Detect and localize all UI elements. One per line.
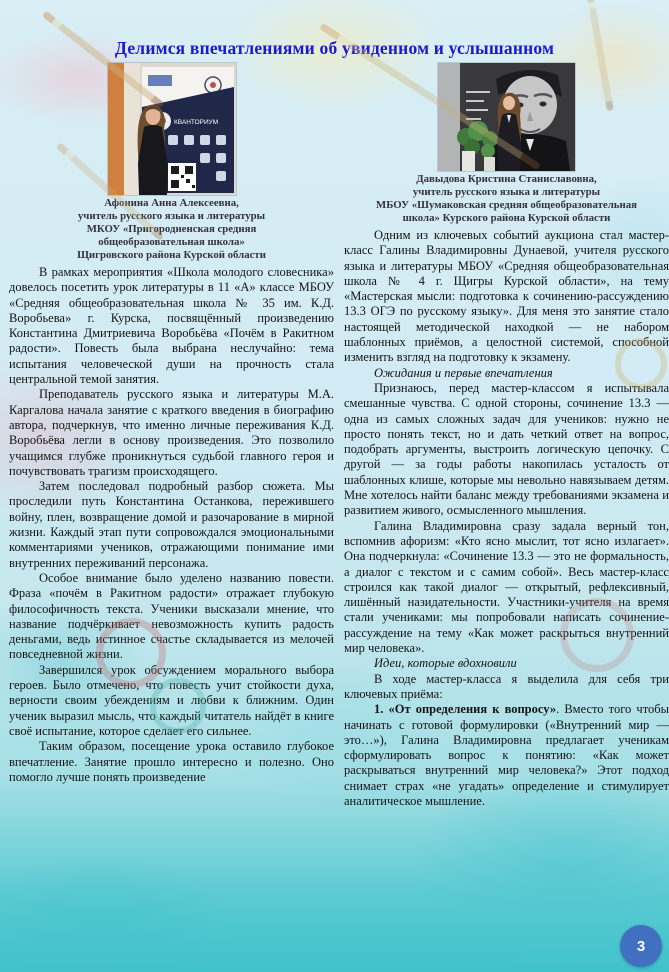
right-article [344,63,669,809]
caption-line: школа» Курского района Курской области [402,212,611,224]
photo-afonina [108,63,236,195]
caption-line: учитель русского языка и литературы [77,210,266,222]
article-paragraph: В рамках мероприятия «Школа молодого словесника» довелось посетить урок литературы в 11 «А» классе МБОУ «Средняя общеобразовательная школа № 35 им. К.Д. Воробьева» г. Курска, посвящённый произведению Константина Дмитриевича Воробьёва «Почём в Ракитном радости». Повесть была выбрана неслучайно: тема испытания человеческой души на прочность стала центральной темой занятия. [9,265,334,387]
left-article [9,63,334,809]
article-paragraph: Таким образом, посещение урока оставило глубокое впечатление. Занятие прошло интересно и полезно. Оно помогло лучше понять произведение [9,739,334,784]
article-paragraph: В ходе мастер-класса я выделила для себя три ключевых приёма: [344,671,669,701]
article-paragraph: Признаюсь, перед мастер-классом я испытывала смешанные чувства. С одной стороны, сочинение 13.3 — одна из самых сложных задач для учеников: нужно не просто понять текст, но и дать четкий ответ на вопрос, подобрать аргументы, выстроить логическую цепочку. С другой — за годы работы накопилась усталость от шаблонных клише, которые мы невольно навязываем детям. Мне хотелось найти баланс между требованиями экзамена и развитием живого, осмысленного мышления. [344,380,669,518]
article-paragraph: Преподаватель русского языка и литературы М.А. Каргалова начала занятие с краткого введения в биографию автора, подчеркнув, что именно личные переживания К.Д. Воробьёва легли в основу произведения. Это позволило учащимся глубже проникнуться судьбой главного героя и почувствовать трагизм происходящего. [9,387,334,478]
page-title: Делимся впечатлениями об увиденном и услышанном [114,38,555,58]
caption-line: МБОУ «Шумаковская средняя общеобразовательная [376,199,637,211]
caption-line: МКОУ «Пригородненская средняя [86,223,257,235]
caption-davydova [344,173,669,225]
caption-afonina [9,197,334,262]
photo-davydova [438,63,575,171]
page-number-badge [620,925,662,967]
article-paragraph: Особое внимание было уделено названию повести. Фраза «почём в Ракитном радости» отражает глубокую философичность текста. Ученики высказали мнение, что название подчёркивает невозможность купить радость деньгами, ведь истинное счастье складывается из мелочей повседневной жизни. [9,570,334,662]
technique-text: . Вместо того чтобы начинать с готовой формулировки («Внутренний мир — это…»), Галина Владимировна предлагает ученикам сформулировать вопрос к понятию: «Как может раскрываться внутренний мир человека?» Этот подход снимает страх «не угадать» определение и стимулирует аналитическое мышление. [344,702,669,808]
section-subheading: Ожидания и первые впечатления [374,365,553,380]
caption-line: общеобразовательная школа» [98,236,245,248]
article-paragraph: Одним из ключевых событий аукциона стал мастер-класс Галины Владимировны Дунаевой, учителя русского языка и литературы МБОУ «Средняя общеобразовательная школа № 4 г. Щигры Курской области», на тему «Мастерская мысли: подготовка к сочинению-рассуждению 13.3 ОГЭ по русскому языку». Для меня это занятие стало настоящей методической находкой — не набором шаблонных приёмов, а целостной системой, способной изменить взгляд на подготовку к экзамену. [344,228,669,365]
article-paragraph-technique [344,702,669,809]
left-photo-figure [9,63,334,195]
caption-line: учитель русского языка и литературы [412,186,601,198]
article-paragraph: Затем последовал подробный разбор сюжета. Мы проследили путь Константина Останкова, пережившего войну, плен, возвращение домой и разочарование в мирной жизни. Каждый этап пути сопровождался эмоциональными комментариями учеников, отражающими понимание ими внутренних переживаний персонажа. [9,479,334,570]
page-number: 3 [636,937,646,955]
right-photo-figure [344,63,669,171]
section-subheading: Идеи, которые вдохновили [374,656,517,671]
technique-title: 1. «От определения к вопросу» [374,702,557,717]
banner-text: КВАНТОРИУМ [173,119,218,126]
two-column-layout [0,61,669,809]
article-paragraph: Завершился урок обсуждением морального выбора героев. Было отмечено, что повесть учит стойкости духа, верности своим убеждениям и любви к ближним. Один ученик выразил мысль, что каждый читатель найдёт в книге своё испытание, которое сделает его сильнее. [9,662,334,738]
newsletter-page [0,38,669,972]
caption-line: Щигровского района Курской области [77,249,266,261]
caption-line: Афонина Анна Алексеевна, [104,197,239,209]
caption-line: Давыдова Кристина Станиславовна, [416,173,597,185]
article-paragraph: Галина Владимировна сразу задала верный тон, вспомнив афоризм: «Кто ясно мыслит, тот ясно излагает». Она подчеркнула: «Сочинение 13.3 — это не формальность, а диалог с текстом и с самим собой». Весь мастер-класс строился как такой диалог — открытый, рефлексивный, лишённый назидательности. Участники-учителя на время стали учениками: мы попробовали написать сочинение-рассуждение на тему «Как может раскрыться внутренний мир человека». [344,518,669,656]
